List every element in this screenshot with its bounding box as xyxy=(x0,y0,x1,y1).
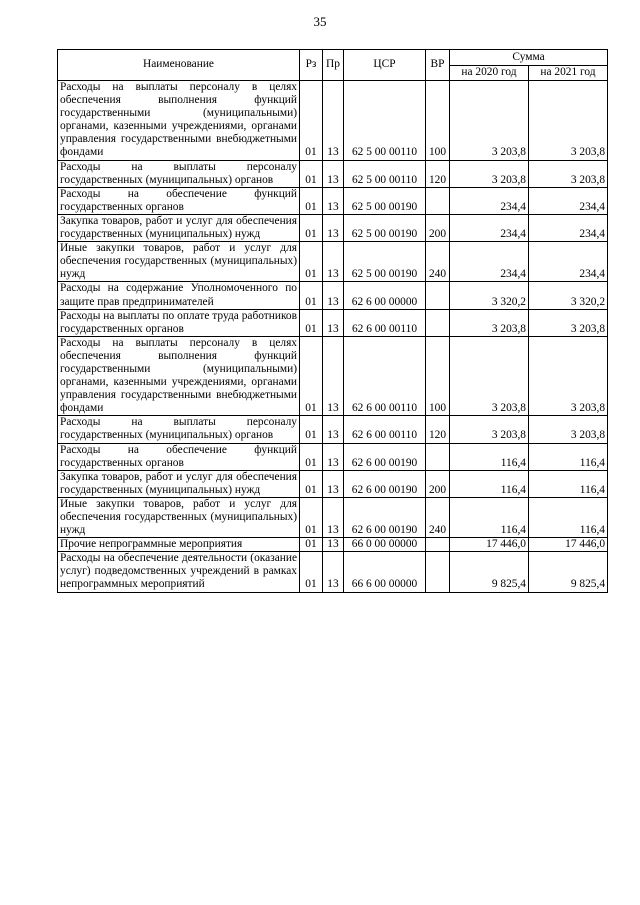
row-amount-2020: 116,4 xyxy=(450,443,529,470)
row-csr: 66 0 00 00000 xyxy=(344,538,426,552)
table-row xyxy=(58,160,608,187)
row-name: Закупка товаров, работ и услуг для обеспечения государственных (муниципальных) нужд xyxy=(58,214,300,241)
header-vr: ВР xyxy=(426,50,450,81)
row-pr: 13 xyxy=(323,309,344,336)
budget-table xyxy=(57,49,608,593)
row-name: Закупка товаров, работ и услуг для обеспечения государственных (муниципальных) нужд xyxy=(58,470,300,497)
row-amount-2021: 3 320,2 xyxy=(529,282,608,309)
row-pr: 13 xyxy=(323,282,344,309)
row-csr: 62 5 00 00190 xyxy=(344,187,426,214)
row-amount-2020: 3 203,8 xyxy=(450,336,529,416)
row-name: Расходы на содержание Уполномоченного по защите прав предпринимателей xyxy=(58,282,300,309)
table-row xyxy=(58,538,608,552)
row-vr: 240 xyxy=(426,242,450,282)
row-pr: 13 xyxy=(323,470,344,497)
row-csr: 62 5 00 00110 xyxy=(344,160,426,187)
row-amount-2020: 116,4 xyxy=(450,470,529,497)
row-amount-2020: 3 203,8 xyxy=(450,309,529,336)
row-pr: 13 xyxy=(323,336,344,416)
row-name: Расходы на обеспечение функций государственных органов xyxy=(58,443,300,470)
page-number: 35 xyxy=(313,14,327,29)
header-rz: Рз xyxy=(300,50,323,81)
row-pr: 13 xyxy=(323,552,344,592)
header-year-2020: на 2020 год xyxy=(450,66,529,81)
table-row xyxy=(58,336,608,416)
table-row xyxy=(58,309,608,336)
table-row xyxy=(58,187,608,214)
table-body xyxy=(58,81,608,593)
row-amount-2021: 234,4 xyxy=(529,187,608,214)
row-name: Расходы на выплаты персоналу в целях обеспечения выполнения функций государственными (муниципальными) органами, казенными учреждениями, органами управления государственными внебюджетными фондами xyxy=(58,336,300,416)
row-vr: 100 xyxy=(426,81,450,161)
row-pr: 13 xyxy=(323,187,344,214)
row-csr: 62 6 00 00110 xyxy=(344,336,426,416)
row-amount-2020: 9 825,4 xyxy=(450,552,529,592)
row-name: Иные закупки товаров, работ и услуг для обеспечения государственных (муниципальных) нужд xyxy=(58,242,300,282)
header-name: Наименование xyxy=(58,50,300,81)
row-amount-2021: 3 203,8 xyxy=(529,336,608,416)
header-sum: Сумма xyxy=(450,50,608,66)
row-rz: 01 xyxy=(300,497,323,537)
row-csr: 62 5 00 00190 xyxy=(344,242,426,282)
row-rz: 01 xyxy=(300,336,323,416)
row-csr: 62 6 00 00110 xyxy=(344,416,426,443)
row-amount-2020: 234,4 xyxy=(450,214,529,241)
row-rz: 01 xyxy=(300,282,323,309)
row-rz: 01 xyxy=(300,552,323,592)
row-name: Расходы на обеспечение деятельности (оказание услуг) подведомственных учреждений в рамках непрограммных мероприятий xyxy=(58,552,300,592)
row-vr xyxy=(426,443,450,470)
row-rz: 01 xyxy=(300,443,323,470)
row-pr: 13 xyxy=(323,497,344,537)
table-row xyxy=(58,81,608,161)
row-amount-2020: 3 203,8 xyxy=(450,416,529,443)
row-vr xyxy=(426,309,450,336)
row-vr: 200 xyxy=(426,470,450,497)
row-amount-2021: 234,4 xyxy=(529,242,608,282)
table-row xyxy=(58,443,608,470)
row-rz: 01 xyxy=(300,470,323,497)
row-csr: 62 6 00 00190 xyxy=(344,497,426,537)
row-csr: 62 6 00 00110 xyxy=(344,309,426,336)
row-name: Расходы на выплаты по оплате труда работников государственных органов xyxy=(58,309,300,336)
row-vr: 120 xyxy=(426,160,450,187)
row-csr: 62 5 00 00190 xyxy=(344,214,426,241)
row-pr: 13 xyxy=(323,416,344,443)
row-name: Расходы на обеспечение функций государственных органов xyxy=(58,187,300,214)
row-rz: 01 xyxy=(300,160,323,187)
row-amount-2020: 116,4 xyxy=(450,497,529,537)
row-pr: 13 xyxy=(323,538,344,552)
row-vr: 200 xyxy=(426,214,450,241)
row-amount-2021: 116,4 xyxy=(529,497,608,537)
table-row xyxy=(58,214,608,241)
row-csr: 62 6 00 00190 xyxy=(344,470,426,497)
row-amount-2021: 116,4 xyxy=(529,470,608,497)
row-csr: 66 6 00 00000 xyxy=(344,552,426,592)
row-amount-2020: 3 203,8 xyxy=(450,160,529,187)
row-name: Иные закупки товаров, работ и услуг для обеспечения государственных (муниципальных) нужд xyxy=(58,497,300,537)
row-pr: 13 xyxy=(323,214,344,241)
row-amount-2021: 3 203,8 xyxy=(529,309,608,336)
row-vr: 240 xyxy=(426,497,450,537)
row-amount-2021: 3 203,8 xyxy=(529,416,608,443)
row-amount-2021: 3 203,8 xyxy=(529,81,608,161)
row-amount-2021: 17 446,0 xyxy=(529,538,608,552)
header-pr: Пр xyxy=(323,50,344,81)
row-pr: 13 xyxy=(323,81,344,161)
row-rz: 01 xyxy=(300,416,323,443)
row-vr xyxy=(426,187,450,214)
row-rz: 01 xyxy=(300,538,323,552)
row-vr: 100 xyxy=(426,336,450,416)
row-rz: 01 xyxy=(300,242,323,282)
table-row xyxy=(58,470,608,497)
table-row xyxy=(58,282,608,309)
row-rz: 01 xyxy=(300,81,323,161)
row-pr: 13 xyxy=(323,443,344,470)
row-amount-2021: 3 203,8 xyxy=(529,160,608,187)
row-name: Прочие непрограммные мероприятия xyxy=(58,538,300,552)
row-amount-2020: 3 320,2 xyxy=(450,282,529,309)
row-pr: 13 xyxy=(323,242,344,282)
table-row xyxy=(58,552,608,592)
row-vr xyxy=(426,538,450,552)
row-vr: 120 xyxy=(426,416,450,443)
row-rz: 01 xyxy=(300,214,323,241)
row-name: Расходы на выплаты персоналу государственных (муниципальных) органов xyxy=(58,416,300,443)
table-row xyxy=(58,416,608,443)
row-csr: 62 6 00 00000 xyxy=(344,282,426,309)
row-amount-2020: 3 203,8 xyxy=(450,81,529,161)
row-amount-2020: 234,4 xyxy=(450,242,529,282)
header-csr: ЦСР xyxy=(344,50,426,81)
table-row xyxy=(58,497,608,537)
row-csr: 62 6 00 00190 xyxy=(344,443,426,470)
row-name: Расходы на выплаты персоналу в целях обеспечения выполнения функций государственными (муниципальными) органами, казенными учреждениями, органами управления государственными внебюджетными фондами xyxy=(58,81,300,161)
table-row xyxy=(58,242,608,282)
row-csr: 62 5 00 00110 xyxy=(344,81,426,161)
row-rz: 01 xyxy=(300,187,323,214)
header-year-2021: на 2021 год xyxy=(529,66,608,81)
row-rz: 01 xyxy=(300,309,323,336)
row-amount-2021: 9 825,4 xyxy=(529,552,608,592)
row-vr xyxy=(426,282,450,309)
row-amount-2021: 234,4 xyxy=(529,214,608,241)
row-amount-2020: 234,4 xyxy=(450,187,529,214)
row-amount-2021: 116,4 xyxy=(529,443,608,470)
row-amount-2020: 17 446,0 xyxy=(450,538,529,552)
row-name: Расходы на выплаты персоналу государственных (муниципальных) органов xyxy=(58,160,300,187)
row-vr xyxy=(426,552,450,592)
row-pr: 13 xyxy=(323,160,344,187)
